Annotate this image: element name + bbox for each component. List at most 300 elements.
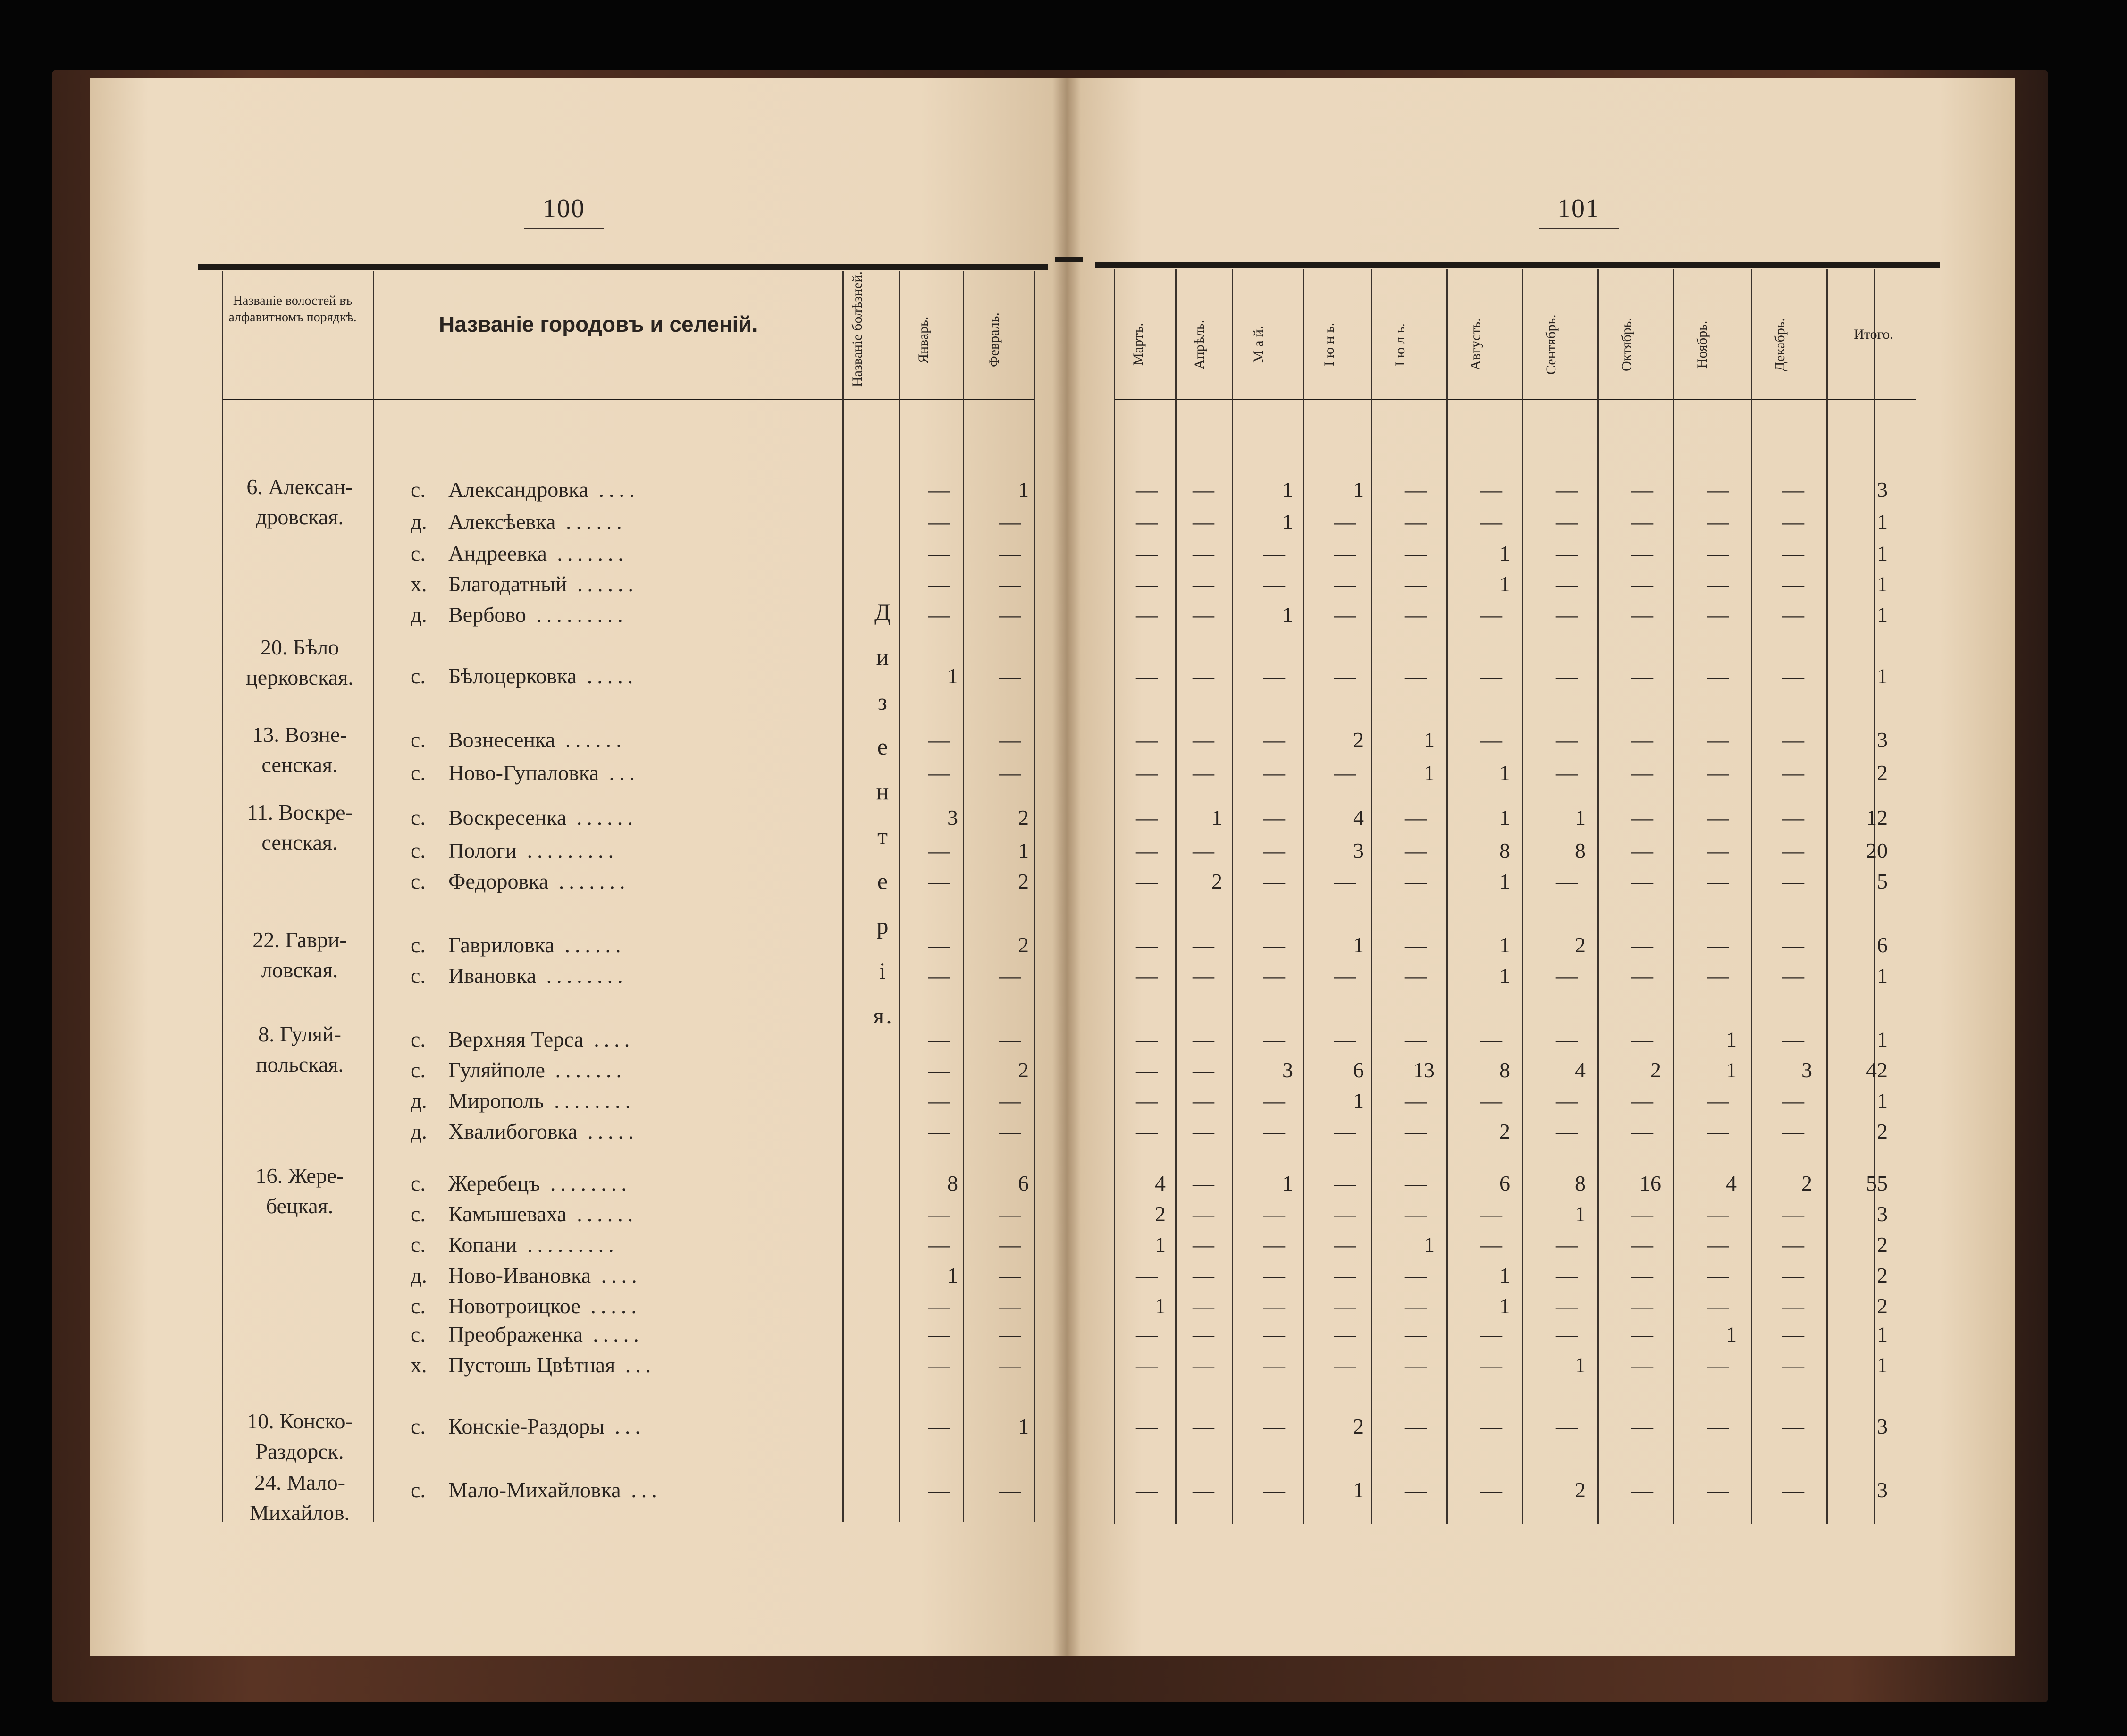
row-total: 55 xyxy=(1866,1171,1888,1195)
cell-jun: — xyxy=(1334,761,1356,785)
cell-jul: — xyxy=(1405,805,1427,830)
cell-nov: — xyxy=(1707,1478,1729,1502)
cell-dec: — xyxy=(1782,1294,1804,1318)
cell-mar: 4 xyxy=(1155,1171,1166,1195)
row-total: 1 xyxy=(1877,541,1888,565)
cell-sep: — xyxy=(1556,761,1578,785)
cell-jan: — xyxy=(928,1233,950,1257)
cell-apr: — xyxy=(1193,1294,1214,1318)
cell-jul: — xyxy=(1405,1322,1427,1346)
volost-name xyxy=(222,797,378,858)
cell-nov: 1 xyxy=(1726,1322,1737,1346)
cell-feb: — xyxy=(999,572,1021,596)
cell-jun: 2 xyxy=(1353,1414,1364,1438)
volost-name-line: Раздорск. xyxy=(255,1439,344,1464)
volost-name-line: 24. Мало- xyxy=(254,1470,345,1494)
cell-jul: — xyxy=(1405,839,1427,863)
cell-jan: — xyxy=(928,1027,950,1051)
cell-jul: — xyxy=(1405,964,1427,988)
volost-name-line: 16. Жере- xyxy=(255,1164,344,1188)
row-total: 3 xyxy=(1877,1414,1888,1438)
cell-jul: — xyxy=(1405,1119,1427,1143)
cell-nov: — xyxy=(1707,1263,1729,1287)
settlement-prefix: с. xyxy=(411,761,426,785)
cell-oct: — xyxy=(1631,1089,1653,1113)
volost-name xyxy=(222,1468,378,1528)
settlement-name xyxy=(448,934,625,956)
cell-sep: 1 xyxy=(1575,1202,1586,1226)
cell-nov: — xyxy=(1707,1353,1729,1377)
row-total: 1 xyxy=(1877,1089,1888,1113)
row-total: 1 xyxy=(1877,572,1888,596)
settlement-prefix: с. xyxy=(411,1294,426,1318)
header-month: Августь. xyxy=(1468,318,1483,371)
settlement-prefix: д. xyxy=(411,603,427,627)
column-rule xyxy=(1303,269,1304,1524)
cell-feb: 1 xyxy=(1018,839,1029,863)
cell-jul: — xyxy=(1405,541,1427,565)
cell-dec: — xyxy=(1782,1478,1804,1502)
cell-sep: 1 xyxy=(1575,1353,1586,1377)
cell-dec: 3 xyxy=(1801,1058,1812,1082)
cell-jun: 6 xyxy=(1353,1058,1364,1082)
cell-apr: — xyxy=(1193,1414,1214,1438)
cell-oct: — xyxy=(1631,1294,1653,1318)
cell-aug: — xyxy=(1480,1478,1502,1502)
cell-oct: — xyxy=(1631,1202,1653,1226)
cell-jan: — xyxy=(928,510,950,534)
leader-dots: ... xyxy=(598,761,639,785)
cell-dec: — xyxy=(1782,1089,1804,1113)
settlement-name-text: Гавриловка xyxy=(448,933,555,957)
settlement-name-text: Мало-Михайловка xyxy=(448,1478,621,1502)
cell-mar: — xyxy=(1136,1478,1158,1502)
cell-sep: — xyxy=(1556,964,1578,988)
cell-may: — xyxy=(1263,761,1285,785)
cell-may: — xyxy=(1263,869,1285,893)
leader-dots: ........ xyxy=(544,1089,635,1113)
cell-nov: — xyxy=(1707,964,1729,988)
volost-name xyxy=(222,720,378,780)
volost-name-line: 8. Гуляй- xyxy=(258,1022,341,1046)
settlement-prefix: д. xyxy=(411,1263,427,1287)
header-month: Мартъ. xyxy=(1130,323,1146,366)
settlement-prefix: с. xyxy=(411,805,426,830)
settlement-prefix: с. xyxy=(411,839,426,863)
row-total: 42 xyxy=(1866,1058,1888,1082)
volost-name xyxy=(222,1161,378,1222)
header-volost: Названіе волостей въ алфавитномъ порядкѣ. xyxy=(228,294,357,325)
cell-may: — xyxy=(1263,1233,1285,1257)
cell-mar: — xyxy=(1136,1089,1158,1113)
left-top-rule xyxy=(198,264,1048,270)
settlement-prefix: с. xyxy=(411,1322,426,1346)
cell-may: — xyxy=(1263,1089,1285,1113)
cell-mar: — xyxy=(1136,1058,1158,1082)
cell-nov: — xyxy=(1707,1202,1729,1226)
settlement-prefix: д. xyxy=(411,1089,427,1113)
cell-apr: 1 xyxy=(1211,805,1222,830)
cell-nov: 4 xyxy=(1726,1171,1737,1195)
cell-feb: — xyxy=(999,664,1021,688)
cell-nov: — xyxy=(1707,541,1729,565)
volost-name-line: сенская. xyxy=(261,830,338,855)
cell-aug: 6 xyxy=(1499,1171,1510,1195)
settlement-name xyxy=(448,479,639,501)
cell-may: — xyxy=(1263,1322,1285,1346)
cell-jun: 2 xyxy=(1353,728,1364,752)
settlement-name-text: Хвалибоговка xyxy=(448,1119,578,1143)
settlement-prefix: х. xyxy=(411,1353,427,1377)
settlement-name-text: Ново-Гупаловка xyxy=(448,761,599,785)
settlement-name-text: Воскресенка xyxy=(448,805,567,830)
cell-jan: — xyxy=(928,1322,950,1346)
cell-oct: — xyxy=(1631,478,1653,502)
cell-feb: — xyxy=(999,1202,1021,1226)
column-rule xyxy=(842,271,844,1522)
cell-may: — xyxy=(1263,1353,1285,1377)
cell-sep: — xyxy=(1556,572,1578,596)
volost-name xyxy=(222,472,378,533)
row-total: 1 xyxy=(1877,1322,1888,1346)
leader-dots: ..... xyxy=(580,1294,641,1318)
cell-aug: — xyxy=(1480,664,1502,688)
cell-jan: 8 xyxy=(947,1171,958,1195)
volost-name-line: сенская. xyxy=(261,753,338,777)
cell-apr: — xyxy=(1193,1322,1214,1346)
cell-apr: — xyxy=(1193,1058,1214,1082)
cell-feb: — xyxy=(999,728,1021,752)
cell-feb: 2 xyxy=(1018,933,1029,957)
right-header-rule xyxy=(1114,399,1916,400)
cell-jan: — xyxy=(928,478,950,502)
cell-oct: — xyxy=(1631,572,1653,596)
leader-dots: ....... xyxy=(546,541,628,565)
leader-dots: ... xyxy=(621,1478,662,1502)
settlement-prefix: с. xyxy=(411,1478,426,1502)
cell-sep: — xyxy=(1556,478,1578,502)
cell-jul: — xyxy=(1405,1353,1427,1377)
cell-jul: — xyxy=(1405,1171,1427,1195)
cell-mar: 1 xyxy=(1155,1294,1166,1318)
settlement-name-text: Копани xyxy=(448,1233,517,1257)
cell-nov: — xyxy=(1707,761,1729,785)
cell-feb: — xyxy=(999,1322,1021,1346)
cell-mar: — xyxy=(1136,664,1158,688)
settlement-name xyxy=(448,840,618,862)
settlement-prefix: с. xyxy=(411,728,426,752)
column-rule xyxy=(1597,269,1599,1524)
cell-aug: 1 xyxy=(1499,1294,1510,1318)
cell-apr: — xyxy=(1193,603,1214,627)
settlement-name-text: Новотроицкое xyxy=(448,1294,580,1318)
column-rule xyxy=(1175,269,1177,1524)
cell-oct: — xyxy=(1631,603,1653,627)
column-rule xyxy=(963,271,964,1522)
right-top-rule xyxy=(1095,262,1940,268)
cell-apr: — xyxy=(1193,541,1214,565)
cell-oct: — xyxy=(1631,1478,1653,1502)
cell-nov: — xyxy=(1707,664,1729,688)
cell-jun: — xyxy=(1334,510,1356,534)
cell-aug: — xyxy=(1480,728,1502,752)
cell-feb: — xyxy=(999,761,1021,785)
row-total: 6 xyxy=(1877,933,1888,957)
leader-dots: ....... xyxy=(548,869,630,893)
column-rule xyxy=(899,271,900,1522)
leader-dots: ...... xyxy=(555,510,627,534)
cell-aug: — xyxy=(1480,1089,1502,1113)
cell-sep: — xyxy=(1556,1263,1578,1287)
leader-dots: .... xyxy=(591,1263,642,1287)
cell-jun: — xyxy=(1334,1202,1356,1226)
row-total: 2 xyxy=(1877,1233,1888,1257)
disease-label xyxy=(869,590,898,1038)
settlement-prefix: с. xyxy=(411,1171,426,1195)
settlement-name-text: Благодатный xyxy=(448,572,567,596)
cell-sep: — xyxy=(1556,869,1578,893)
cell-mar: — xyxy=(1136,510,1158,534)
cell-aug: 1 xyxy=(1499,933,1510,957)
cell-apr: — xyxy=(1193,933,1214,957)
cell-mar: — xyxy=(1136,603,1158,627)
cell-nov: — xyxy=(1707,933,1729,957)
settlement-name-text: Пологи xyxy=(448,839,517,863)
cell-sep: — xyxy=(1556,1294,1578,1318)
cell-aug: 2 xyxy=(1499,1119,1510,1143)
cell-nov: — xyxy=(1707,478,1729,502)
cell-oct: — xyxy=(1631,964,1653,988)
column-rule xyxy=(1232,269,1233,1524)
cell-sep: — xyxy=(1556,728,1578,752)
row-total: 12 xyxy=(1866,805,1888,830)
cell-jan: — xyxy=(928,541,950,565)
cell-nov: — xyxy=(1707,1414,1729,1438)
settlement-name-text: Гуляйполе xyxy=(448,1058,545,1082)
cell-apr: — xyxy=(1193,1027,1214,1051)
settlement-name xyxy=(448,729,626,751)
header-jan: Январь. xyxy=(916,316,931,363)
header-month: І ю н ь. xyxy=(1321,322,1337,367)
cell-sep: 2 xyxy=(1575,1478,1586,1502)
cell-jan: 1 xyxy=(947,664,958,688)
left-page-number: 100 xyxy=(543,194,585,223)
volost-name-line: Михайлов. xyxy=(249,1501,350,1525)
leader-dots: ..... xyxy=(582,1322,644,1346)
cell-oct: — xyxy=(1631,728,1653,752)
cell-jan: — xyxy=(928,1414,950,1438)
row-total: 2 xyxy=(1877,761,1888,785)
cell-jun: — xyxy=(1334,1027,1356,1051)
volost-name-line: ловская. xyxy=(261,958,338,982)
cell-nov: — xyxy=(1707,869,1729,893)
cell-aug: 1 xyxy=(1499,761,1510,785)
volost-name-line: дровская. xyxy=(256,505,344,529)
settlement-prefix: с. xyxy=(411,964,426,988)
header-disease: Названіе болѣзней. xyxy=(849,271,865,387)
cell-jul: — xyxy=(1405,603,1427,627)
row-total: 1 xyxy=(1877,664,1888,688)
cell-jun: — xyxy=(1334,1171,1356,1195)
cell-may: — xyxy=(1263,1263,1285,1287)
settlement-name-text: Конскіе-Раздоры xyxy=(448,1414,605,1438)
cell-jun: — xyxy=(1334,1119,1356,1143)
cell-feb: 2 xyxy=(1018,869,1029,893)
header-month: Апрѣль. xyxy=(1192,319,1207,369)
cell-feb: — xyxy=(999,1233,1021,1257)
leader-dots: ......... xyxy=(526,603,628,627)
cell-may: — xyxy=(1263,1478,1285,1502)
settlement-name xyxy=(448,1234,619,1256)
cell-mar: — xyxy=(1136,1322,1158,1346)
cell-nov: — xyxy=(1707,510,1729,534)
cell-feb: 1 xyxy=(1018,1414,1029,1438)
header-feb: Февраль. xyxy=(986,312,1002,367)
cell-dec: — xyxy=(1782,1202,1804,1226)
cell-feb: — xyxy=(999,1119,1021,1143)
column-rule xyxy=(1522,269,1523,1524)
settlement-name xyxy=(448,1029,634,1050)
header-month: М а й. xyxy=(1251,326,1266,363)
settlement-name-text: Преображенка xyxy=(448,1322,583,1346)
column-rule xyxy=(1114,269,1115,1524)
cell-nov: — xyxy=(1707,1233,1729,1257)
cell-jun: 3 xyxy=(1353,839,1364,863)
volost-name-line: бецкая. xyxy=(266,1194,334,1218)
cell-jul: — xyxy=(1405,1027,1427,1051)
cell-oct: 16 xyxy=(1639,1171,1661,1195)
cell-dec: — xyxy=(1782,1414,1804,1438)
cell-jun: — xyxy=(1334,664,1356,688)
leader-dots: ..... xyxy=(577,1119,639,1143)
cell-feb: — xyxy=(999,1027,1021,1051)
volost-name xyxy=(222,1406,378,1467)
cell-aug: 1 xyxy=(1499,869,1510,893)
cell-mar: — xyxy=(1136,933,1158,957)
cell-mar: 2 xyxy=(1155,1202,1166,1226)
settlement-name-text: Мирополь xyxy=(448,1089,544,1113)
cell-feb: — xyxy=(999,1263,1021,1287)
cell-may: — xyxy=(1263,1027,1285,1051)
cell-apr: — xyxy=(1193,1171,1214,1195)
cell-aug: 8 xyxy=(1499,1058,1510,1082)
cell-feb: — xyxy=(999,603,1021,627)
leader-dots: ... xyxy=(615,1353,656,1377)
settlement-name xyxy=(448,1121,639,1142)
cell-oct: — xyxy=(1631,1322,1653,1346)
cell-jun: 4 xyxy=(1353,805,1364,830)
cell-dec: — xyxy=(1782,869,1804,893)
cell-jun: — xyxy=(1334,572,1356,596)
leader-dots: ... xyxy=(604,1414,645,1438)
cell-dec: — xyxy=(1782,839,1804,863)
cell-aug: 1 xyxy=(1499,572,1510,596)
cell-aug: — xyxy=(1480,478,1502,502)
cell-jan: — xyxy=(928,869,950,893)
cell-feb: 2 xyxy=(1018,1058,1029,1082)
cell-may: — xyxy=(1263,664,1285,688)
cell-apr: — xyxy=(1193,1089,1214,1113)
cell-aug: — xyxy=(1480,1027,1502,1051)
cell-jun: 1 xyxy=(1353,478,1364,502)
cell-jun: — xyxy=(1334,1353,1356,1377)
volost-name-line: 10. Конско- xyxy=(247,1409,353,1433)
settlement-prefix: с. xyxy=(411,1414,426,1438)
cell-oct: — xyxy=(1631,541,1653,565)
cell-apr: — xyxy=(1193,839,1214,863)
cell-apr: — xyxy=(1193,510,1214,534)
cell-mar: 1 xyxy=(1155,1233,1166,1257)
settlement-prefix: с. xyxy=(411,933,426,957)
cell-sep: 2 xyxy=(1575,933,1586,957)
cell-may: — xyxy=(1263,572,1285,596)
cell-jul: 1 xyxy=(1424,761,1435,785)
settlement-prefix: с. xyxy=(411,1027,426,1051)
leader-dots: ..... xyxy=(577,664,638,688)
settlement-name-text: Пустошь Цвѣтная xyxy=(448,1353,615,1377)
cell-dec: — xyxy=(1782,728,1804,752)
cell-may: 1 xyxy=(1282,1171,1293,1195)
cell-jul: — xyxy=(1405,1202,1427,1226)
cell-oct: — xyxy=(1631,933,1653,957)
column-rule xyxy=(1034,271,1035,1522)
cell-jun: — xyxy=(1334,1322,1356,1346)
cell-apr: — xyxy=(1193,1202,1214,1226)
settlement-name-text: Ивановка xyxy=(448,964,537,988)
cell-jul: — xyxy=(1405,572,1427,596)
cell-jan: — xyxy=(928,728,950,752)
leader-dots: ...... xyxy=(555,728,626,752)
cell-jan: — xyxy=(928,933,950,957)
volost-name-line: 11. Воскре- xyxy=(247,800,353,824)
cell-feb: — xyxy=(999,1089,1021,1113)
cell-mar: — xyxy=(1136,1414,1158,1438)
settlement-name xyxy=(448,1354,656,1376)
settlement-name xyxy=(448,573,638,595)
cell-aug: 1 xyxy=(1499,541,1510,565)
settlement-name xyxy=(448,665,638,687)
cell-feb: — xyxy=(999,1478,1021,1502)
cell-sep: — xyxy=(1556,1322,1578,1346)
column-rule xyxy=(1446,269,1448,1524)
cell-may: — xyxy=(1263,839,1285,863)
cell-jan: 3 xyxy=(947,805,958,830)
cell-may: — xyxy=(1263,964,1285,988)
cell-mar: — xyxy=(1136,1353,1158,1377)
settlement-name-text: Андреевка xyxy=(448,541,547,565)
cell-jan: — xyxy=(928,572,950,596)
leader-dots: ....... xyxy=(545,1058,626,1082)
cell-dec: — xyxy=(1782,933,1804,957)
cell-jun: — xyxy=(1334,869,1356,893)
cell-mar: — xyxy=(1136,805,1158,830)
row-total: 5 xyxy=(1877,869,1888,893)
cell-jul: — xyxy=(1405,478,1427,502)
left-header-rule xyxy=(222,399,1034,400)
settlement-name-text: Камышеваха xyxy=(448,1202,567,1226)
settlement-name xyxy=(448,1203,638,1225)
cell-apr: — xyxy=(1193,1478,1214,1502)
settlement-prefix: с. xyxy=(411,1233,426,1257)
row-total: 2 xyxy=(1877,1263,1888,1287)
cell-apr: — xyxy=(1193,1119,1214,1143)
cell-jul: — xyxy=(1405,664,1427,688)
cell-jan: — xyxy=(928,1058,950,1082)
settlement-name xyxy=(448,965,628,987)
cell-jun: — xyxy=(1334,1233,1356,1257)
header-month: Сентябрь. xyxy=(1543,314,1559,375)
settlement-name xyxy=(448,543,628,564)
